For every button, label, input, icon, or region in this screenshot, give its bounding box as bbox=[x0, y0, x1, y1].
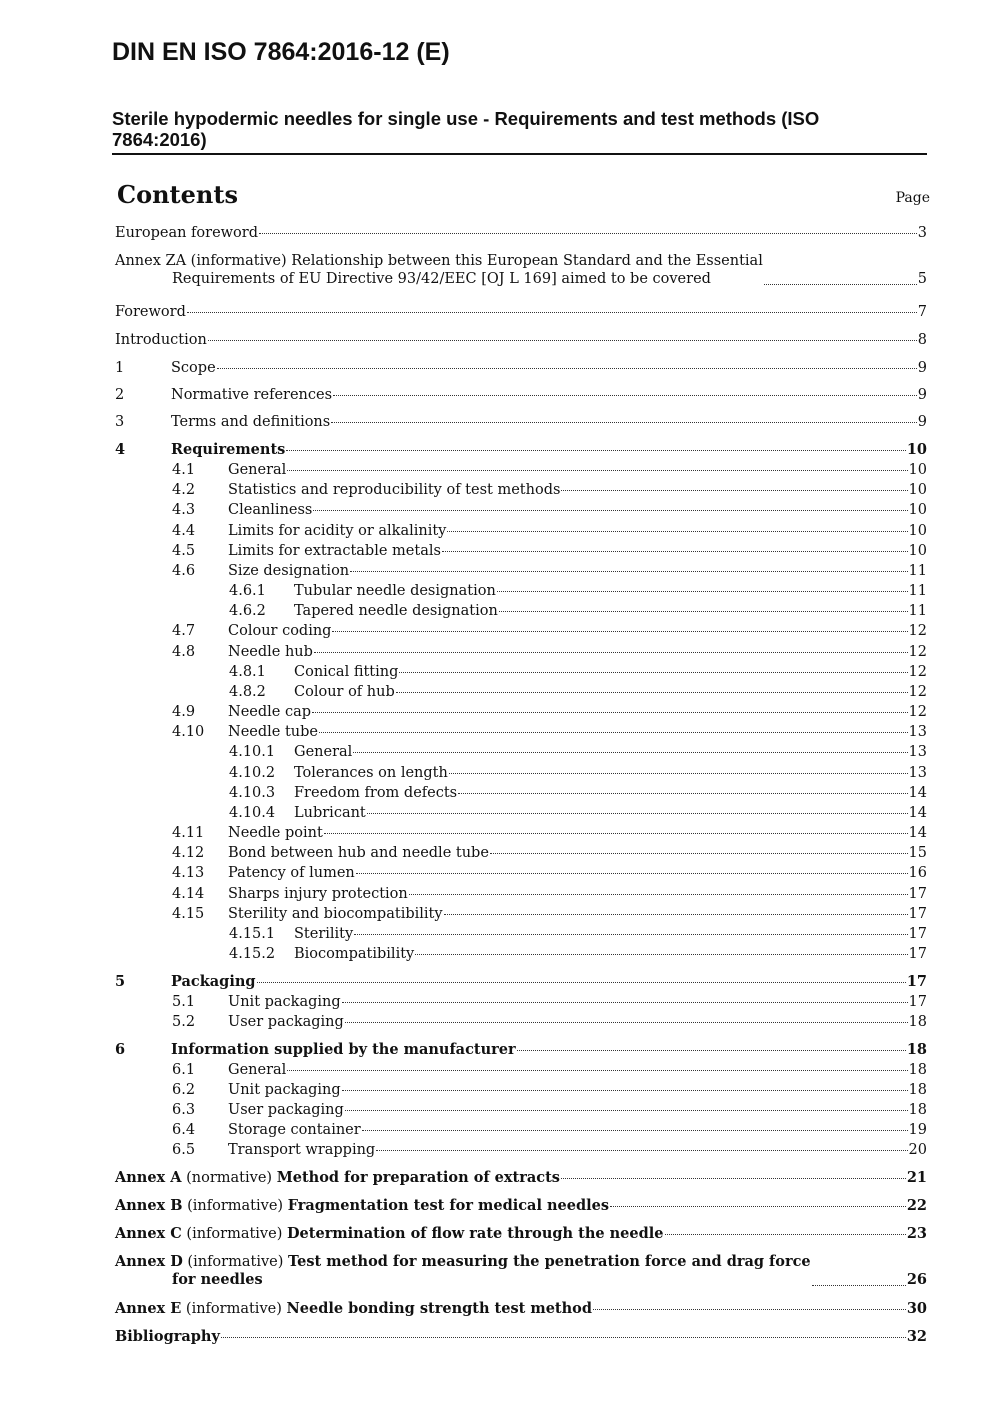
toc-entry[interactable] bbox=[115, 303, 927, 321]
annex-title: Determination of flow rate through the needle bbox=[286, 1225, 664, 1242]
toc-entry-title: Statistics and reproducibility of test methods bbox=[228, 482, 561, 498]
toc-entry-title: Tubular needle designation bbox=[294, 583, 496, 599]
toc-entry-number: 4.6 bbox=[172, 563, 196, 579]
toc-entry-title: General bbox=[294, 744, 353, 760]
annex-label: Annex ZA bbox=[115, 253, 187, 269]
dot-leader bbox=[350, 571, 907, 572]
toc-entry-number: 4.5 bbox=[172, 543, 196, 559]
toc-entry-page: 10 bbox=[908, 543, 927, 559]
annex-title-line2: for needles bbox=[172, 1271, 263, 1288]
dot-leader bbox=[208, 340, 917, 341]
toc-entry-title: Needle cap bbox=[228, 704, 312, 720]
dot-leader bbox=[217, 368, 917, 369]
dot-leader bbox=[517, 1050, 906, 1051]
toc-entry-title: User packaging bbox=[228, 1102, 344, 1118]
toc-entry-number: 4.10.2 bbox=[229, 765, 276, 781]
toc-entry-annex-c[interactable] bbox=[115, 1225, 927, 1243]
toc-entry[interactable] bbox=[172, 562, 927, 580]
toc-entry-title: Transport wrapping bbox=[228, 1142, 376, 1158]
toc-entry-title bbox=[115, 1225, 664, 1243]
toc-entry[interactable] bbox=[115, 441, 927, 459]
toc-entry[interactable] bbox=[172, 481, 927, 499]
toc-entry-number: 4.7 bbox=[172, 623, 196, 639]
toc-entry-title: Limits for extractable metals bbox=[228, 543, 441, 559]
toc-entry-page: 18 bbox=[906, 1041, 927, 1058]
toc-entry-page: 17 bbox=[908, 994, 927, 1010]
toc-entry-page: 5 bbox=[917, 271, 927, 287]
dot-leader bbox=[345, 1022, 908, 1023]
toc-entry-number: 4.3 bbox=[172, 502, 196, 518]
dot-leader bbox=[353, 752, 907, 753]
dot-leader bbox=[314, 652, 908, 653]
toc-entry-annex-b[interactable] bbox=[115, 1197, 927, 1215]
dot-leader bbox=[399, 672, 907, 673]
toc-entry-page: 12 bbox=[908, 684, 927, 700]
toc-entry[interactable] bbox=[172, 1101, 927, 1119]
toc-entry[interactable] bbox=[172, 461, 927, 479]
toc-entry-title: Storage container bbox=[228, 1122, 361, 1138]
toc-entry[interactable] bbox=[172, 885, 927, 903]
toc-entry-title: Terms and definitions bbox=[171, 414, 331, 430]
toc-entry-number: 4.4 bbox=[172, 523, 196, 539]
toc-entry-number: 6.5 bbox=[172, 1142, 196, 1158]
dot-leader bbox=[259, 233, 917, 234]
toc-entry-title: Sharps injury protection bbox=[228, 886, 408, 902]
toc-entry[interactable] bbox=[172, 1013, 927, 1031]
toc-entry-title: Conical fitting bbox=[294, 664, 399, 680]
toc-entry-title bbox=[115, 1300, 592, 1318]
dot-leader bbox=[319, 732, 908, 733]
toc-entry-number: 4.15 bbox=[172, 906, 205, 922]
toc-entry[interactable] bbox=[172, 643, 927, 661]
dot-leader bbox=[449, 773, 908, 774]
toc-entry[interactable] bbox=[229, 663, 927, 681]
toc-entry-page: 23 bbox=[906, 1225, 927, 1242]
toc-entry-page: 12 bbox=[908, 704, 927, 720]
toc-entry-page: 7 bbox=[917, 304, 927, 320]
toc-entry-page: 10 bbox=[908, 482, 927, 498]
toc-entry[interactable] bbox=[115, 331, 927, 349]
toc-entry-page: 11 bbox=[908, 583, 927, 599]
toc-entry-number: 4 bbox=[115, 441, 126, 458]
toc-entry-page: 19 bbox=[908, 1122, 927, 1138]
toc-entry-title: Tolerances on length bbox=[294, 765, 448, 781]
dot-leader bbox=[221, 1337, 906, 1338]
toc-entry-page: 8 bbox=[917, 332, 927, 348]
toc-entry-title: Needle hub bbox=[228, 644, 313, 660]
dot-leader bbox=[286, 450, 906, 451]
dot-leader bbox=[497, 591, 908, 592]
dot-leader bbox=[356, 873, 908, 874]
annex-title: Fragmentation test for medical needles bbox=[287, 1197, 610, 1214]
toc-entry-page: 15 bbox=[908, 845, 927, 861]
dot-leader bbox=[332, 631, 907, 632]
toc-entry[interactable] bbox=[229, 683, 927, 701]
dot-leader bbox=[367, 813, 908, 814]
toc-entry-title: Colour of hub bbox=[294, 684, 395, 700]
dot-leader bbox=[376, 1150, 907, 1151]
toc-entry-page: 26 bbox=[906, 1271, 927, 1288]
toc-entry-page: 18 bbox=[908, 1102, 927, 1118]
dot-leader bbox=[345, 1110, 908, 1111]
toc-entry-annex-d[interactable] bbox=[115, 1253, 927, 1289]
toc-entry-number: 4.1 bbox=[172, 462, 196, 478]
toc-entry-annex-e[interactable] bbox=[115, 1300, 927, 1318]
toc-entry-number: 4.6.2 bbox=[229, 603, 266, 619]
annex-label: Annex D bbox=[115, 1253, 183, 1270]
annex-qualifier: (informative) bbox=[182, 1198, 288, 1214]
toc-entry-title: Unit packaging bbox=[228, 1082, 341, 1098]
dot-leader bbox=[812, 1285, 906, 1286]
toc-entry-page: 10 bbox=[908, 502, 927, 518]
toc-entry-title: Unit packaging bbox=[228, 994, 341, 1010]
toc-entry[interactable] bbox=[115, 224, 927, 242]
dot-leader bbox=[665, 1234, 906, 1235]
toc-entry-number: 4.10 bbox=[172, 724, 205, 740]
toc-entry[interactable] bbox=[229, 764, 927, 782]
dot-leader bbox=[354, 934, 907, 935]
annex-label: Annex A bbox=[115, 1169, 182, 1186]
annex-label: Annex C bbox=[115, 1225, 182, 1242]
toc-entry-title: Needle tube bbox=[228, 724, 318, 740]
annex-qualifier: (informative) bbox=[182, 1254, 288, 1270]
toc-entry-number: 4.9 bbox=[172, 704, 196, 720]
toc-entry[interactable] bbox=[229, 784, 927, 802]
annex-title: Method for preparation of extracts bbox=[276, 1169, 560, 1186]
dot-leader bbox=[409, 894, 908, 895]
toc-entry-number: 4.8.2 bbox=[229, 684, 266, 700]
page-column-label: Page bbox=[895, 190, 930, 206]
toc-entry-number: 5 bbox=[115, 973, 126, 990]
toc-entry-page: 17 bbox=[908, 926, 927, 942]
toc-entry[interactable] bbox=[229, 602, 927, 620]
toc-entry-page: 11 bbox=[908, 603, 927, 619]
toc-entry-number: 4.15.2 bbox=[229, 946, 276, 962]
toc-entry-title: Bibliography bbox=[115, 1328, 220, 1345]
toc-entry-page: 13 bbox=[908, 744, 927, 760]
annex-qualifier: (normative) bbox=[181, 1170, 277, 1186]
toc-entry-title: General bbox=[228, 1062, 287, 1078]
toc-entry[interactable] bbox=[172, 1121, 927, 1139]
toc-entry[interactable] bbox=[115, 1041, 927, 1059]
dot-leader bbox=[313, 510, 907, 511]
toc-entry-number: 4.8.1 bbox=[229, 664, 266, 680]
toc-entry-page: 17 bbox=[908, 946, 927, 962]
toc-entry-page: 14 bbox=[908, 805, 927, 821]
toc-entry-annex-za[interactable] bbox=[115, 252, 927, 288]
toc-entry-title bbox=[115, 1253, 811, 1289]
toc-entry-title: Sterility and biocompatibility bbox=[228, 906, 443, 922]
toc-entry-title: Limits for acidity or alkalinity bbox=[228, 523, 447, 539]
toc-entry-title: Bond between hub and needle tube bbox=[228, 845, 489, 861]
toc-entry-page: 32 bbox=[906, 1328, 927, 1345]
toc-entry-number: 4.8 bbox=[172, 644, 196, 660]
toc-entry-title: Size designation bbox=[228, 563, 350, 579]
annex-qualifier: (informative) bbox=[181, 1226, 287, 1242]
dot-leader bbox=[312, 712, 908, 713]
toc-entry-page: 9 bbox=[917, 360, 927, 376]
dot-leader bbox=[331, 422, 917, 423]
toc-entry-title bbox=[115, 1197, 609, 1215]
toc-entry-page: 12 bbox=[908, 644, 927, 660]
toc-entry-title: Needle point bbox=[228, 825, 323, 841]
annex-title-line2: Requirements of EU Directive 93/42/EEC [OJ L 169] aimed to be covered bbox=[172, 271, 711, 287]
dot-leader bbox=[287, 1070, 907, 1071]
dot-leader bbox=[415, 954, 907, 955]
toc-entry-number: 4.10.4 bbox=[229, 805, 276, 821]
annex-title: Needle bonding strength test method bbox=[286, 1300, 592, 1317]
toc-entry-title: Cleanliness bbox=[228, 502, 313, 518]
toc-entry[interactable] bbox=[172, 844, 927, 862]
toc-entry-title: Packaging bbox=[171, 973, 256, 990]
toc-entry-page: 18 bbox=[908, 1062, 927, 1078]
toc-entry-page: 9 bbox=[917, 387, 927, 403]
toc-entry-bibliography[interactable] bbox=[115, 1328, 927, 1346]
dot-leader bbox=[362, 1130, 908, 1131]
dot-leader bbox=[324, 833, 908, 834]
dot-leader bbox=[490, 853, 908, 854]
toc-entry[interactable] bbox=[172, 723, 927, 741]
toc-entry-title: Scope bbox=[171, 360, 216, 376]
toc-entry-number: 6.1 bbox=[172, 1062, 196, 1078]
toc-entry[interactable] bbox=[172, 1141, 927, 1159]
toc-entry[interactable] bbox=[115, 413, 927, 431]
toc-entry[interactable] bbox=[172, 501, 927, 519]
annex-label: Annex B bbox=[115, 1197, 183, 1214]
toc-entry-page: 13 bbox=[908, 724, 927, 740]
toc-entry-number: 4.6.1 bbox=[229, 583, 266, 599]
dot-leader bbox=[499, 611, 908, 612]
toc-entry-title: Freedom from defects bbox=[294, 785, 458, 801]
toc-entry-number: 4.10.3 bbox=[229, 785, 276, 801]
annex-title-line1: Relationship between this European Standard and the Essential bbox=[291, 253, 763, 269]
toc-entry-page: 18 bbox=[908, 1014, 927, 1030]
toc-entry-number: 2 bbox=[115, 387, 125, 403]
toc-entry-page: 20 bbox=[908, 1142, 927, 1158]
toc-entry-page: 9 bbox=[917, 414, 927, 430]
annex-label: Annex E bbox=[115, 1300, 182, 1317]
dot-leader bbox=[442, 551, 908, 552]
dot-leader bbox=[610, 1206, 906, 1207]
dot-leader bbox=[396, 692, 908, 693]
toc-entry[interactable] bbox=[172, 993, 927, 1011]
dot-leader bbox=[561, 490, 907, 491]
toc-entry-page: 16 bbox=[908, 865, 927, 881]
toc-entry-page: 21 bbox=[906, 1169, 927, 1186]
toc-entry-page: 11 bbox=[908, 563, 927, 579]
toc-entry-number: 6 bbox=[115, 1041, 126, 1058]
annex-qualifier: (informative) bbox=[181, 1301, 287, 1317]
toc-entry-title: Patency of lumen bbox=[228, 865, 355, 881]
annex-qualifier: (informative) bbox=[186, 253, 292, 269]
toc-entry-page: 12 bbox=[908, 623, 927, 639]
toc-entry-title: Tapered needle designation bbox=[294, 603, 498, 619]
toc-entry[interactable] bbox=[172, 522, 927, 540]
document-title: Sterile hypodermic needles for single use - Requirements and test methods (ISO 7864:2016) bbox=[112, 108, 820, 150]
annex-title-line1: Test method for measuring the penetration force and drag force bbox=[288, 1253, 811, 1270]
toc-entry-number: 6.4 bbox=[172, 1122, 196, 1138]
toc-entry-page: 30 bbox=[906, 1300, 927, 1317]
dot-leader bbox=[561, 1178, 906, 1179]
toc-entry-number: 4.15.1 bbox=[229, 926, 276, 942]
toc-entry-annex-a[interactable] bbox=[115, 1169, 927, 1187]
toc-entry-page: 12 bbox=[908, 664, 927, 680]
toc-entry-page: 10 bbox=[908, 523, 927, 539]
toc-entry-page: 3 bbox=[917, 225, 927, 241]
toc-entry-number: 4.2 bbox=[172, 482, 196, 498]
toc-entry[interactable] bbox=[229, 582, 927, 600]
toc-entry[interactable] bbox=[172, 905, 927, 923]
toc-entry[interactable] bbox=[172, 542, 927, 560]
toc-entry-number: 6.2 bbox=[172, 1082, 196, 1098]
dot-leader bbox=[593, 1309, 906, 1310]
toc-entry-title: Normative references bbox=[171, 387, 333, 403]
toc-entry-number: 4.13 bbox=[172, 865, 205, 881]
toc-entry[interactable] bbox=[172, 1061, 927, 1079]
toc-entry[interactable] bbox=[172, 622, 927, 640]
toc-entry-page: 14 bbox=[908, 785, 927, 801]
toc-entry-page: 10 bbox=[906, 441, 927, 458]
toc-entry[interactable] bbox=[172, 703, 927, 721]
dot-leader bbox=[333, 395, 917, 396]
toc-entry-page: 17 bbox=[908, 906, 927, 922]
dot-leader bbox=[342, 1002, 908, 1003]
toc-entry[interactable] bbox=[172, 824, 927, 842]
toc-entry-page: 10 bbox=[908, 462, 927, 478]
dot-leader bbox=[447, 531, 907, 532]
document-id: DIN EN ISO 7864:2016-12 (E) bbox=[112, 38, 450, 66]
toc-entry-title: Lubricant bbox=[294, 805, 366, 821]
toc-entry-number: 5.2 bbox=[172, 1014, 196, 1030]
toc-entry-title: General bbox=[228, 462, 287, 478]
toc-entry[interactable] bbox=[229, 945, 927, 963]
toc-entry-title: Biocompatibility bbox=[294, 946, 415, 962]
toc-entry-title: Introduction bbox=[115, 332, 207, 348]
dot-leader bbox=[444, 914, 908, 915]
toc-entry-page: 13 bbox=[908, 765, 927, 781]
toc-entry-page: 17 bbox=[906, 973, 927, 990]
dot-leader bbox=[187, 312, 917, 313]
dot-leader bbox=[287, 470, 907, 471]
contents-heading: Contents bbox=[117, 180, 238, 209]
toc-entry-title: Information supplied by the manufacturer bbox=[171, 1041, 516, 1058]
dot-leader bbox=[257, 982, 906, 983]
toc-entry-title: Requirements bbox=[171, 441, 286, 458]
toc-entry-title bbox=[115, 1169, 560, 1187]
toc-entry[interactable] bbox=[115, 359, 927, 377]
toc-entry[interactable] bbox=[115, 386, 927, 404]
toc-entry-page: 17 bbox=[908, 886, 927, 902]
toc-entry-page: 18 bbox=[908, 1082, 927, 1098]
dot-leader bbox=[342, 1090, 908, 1091]
dot-leader bbox=[458, 793, 907, 794]
toc-entry-number: 1 bbox=[115, 360, 125, 376]
toc-entry-page: 14 bbox=[908, 825, 927, 841]
dot-leader bbox=[764, 284, 917, 285]
toc-entry-number: 4.11 bbox=[172, 825, 205, 841]
toc-entry-number: 4.12 bbox=[172, 845, 205, 861]
header-divider bbox=[112, 153, 927, 155]
toc-entry-title: Foreword bbox=[115, 304, 186, 320]
toc-entry[interactable] bbox=[229, 743, 927, 761]
toc-entry[interactable] bbox=[229, 925, 927, 943]
toc-entry-title: European foreword bbox=[115, 225, 259, 241]
toc-entry-number: 4.14 bbox=[172, 886, 205, 902]
toc-entry[interactable] bbox=[229, 804, 927, 822]
toc-entry[interactable] bbox=[172, 864, 927, 882]
toc-entry-title: Colour coding bbox=[228, 623, 332, 639]
toc-entry-title: Sterility bbox=[294, 926, 354, 942]
toc-entry-number: 3 bbox=[115, 414, 125, 430]
toc-entry-page: 22 bbox=[906, 1197, 927, 1214]
toc-entry-title bbox=[115, 252, 763, 288]
toc-entry-number: 4.10.1 bbox=[229, 744, 276, 760]
toc-entry[interactable] bbox=[115, 973, 927, 991]
toc-entry[interactable] bbox=[172, 1081, 927, 1099]
toc-entry-title: User packaging bbox=[228, 1014, 344, 1030]
toc-entry-number: 5.1 bbox=[172, 994, 196, 1010]
toc-entry-number: 6.3 bbox=[172, 1102, 196, 1118]
